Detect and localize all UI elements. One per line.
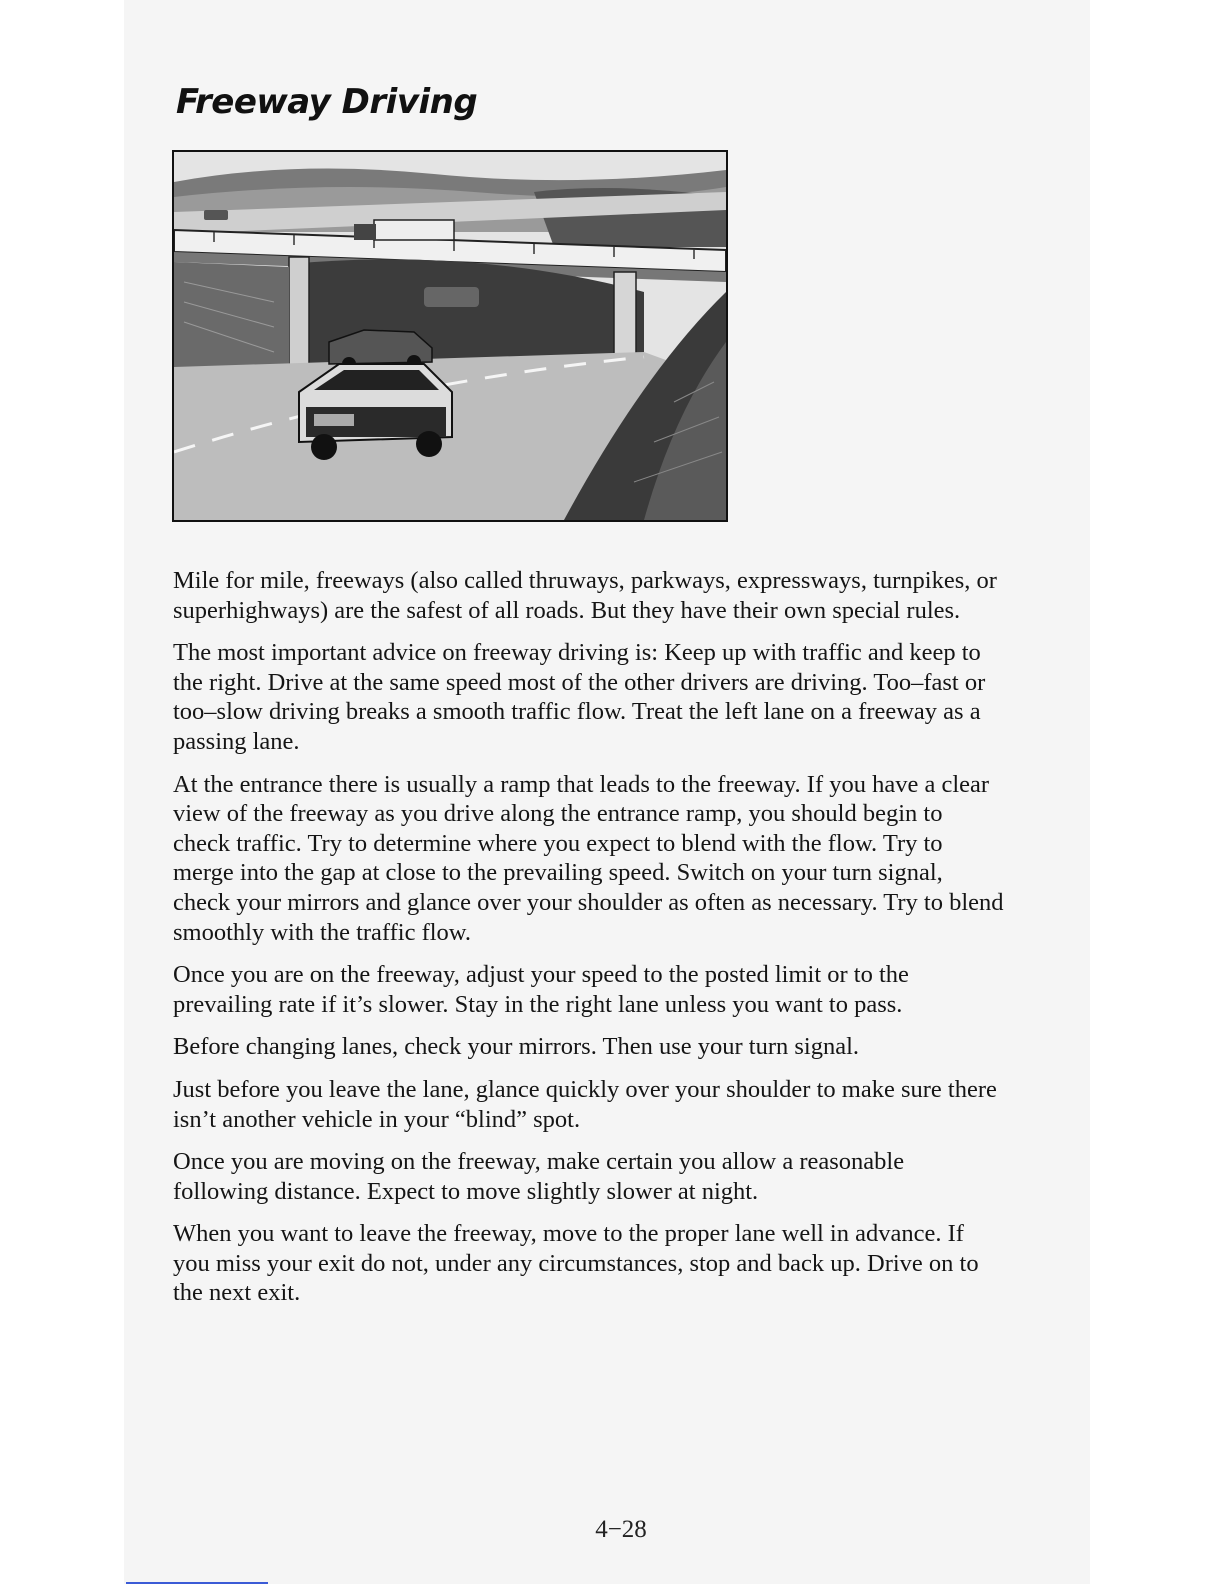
paragraph: When you want to leave the freeway, move to the proper lane well in advance. If you miss your exit do not, under any circumstances, stop and back up. Drive on to the next exit.: [173, 1220, 979, 1307]
freeway-illustration: [172, 150, 728, 522]
paragraph: At the entrance there is usually a ramp that leads to the freeway. If you have a clear view of the freeway as you drive along the entrance ramp, you should begin to check traffic. Try to determine where you expect to blend with the flow. Try to merge into the gap at close to the prevailing speed. Switch on your turn signal, check your mirrors and glance over your shoulder as often as necessary. Try to blend smoothly with the traffic flow.: [173, 770, 1004, 946]
page-title: Freeway Driving: [176, 82, 478, 122]
paragraph: Mile for mile, freeways (also called thruways, parkways, expressways, turnpikes, or superhighways) are the safest of all roads. But they have their own special rules.: [173, 567, 997, 624]
page-number: 4−28: [595, 1516, 647, 1543]
paragraph: The most important advice on freeway driving is: Keep up with traffic and keep to the right. Drive at the same speed most of the other drivers are driving. Too–fast or too–slow driving breaks a smooth traffic flow. Treat the left lane on a freeway as a passing lane.: [173, 639, 986, 755]
paragraph: Before changing lanes, check your mirrors. Then use your turn signal.: [173, 1033, 860, 1061]
paragraph: Once you are on the freeway, adjust your speed to the posted limit or to the prevailing rate if it’s slower. Stay in the right lane unless you want to pass.: [173, 961, 909, 1018]
freeway-overpass-illustration-icon: [174, 152, 726, 520]
body-text: [173, 566, 1005, 1321]
paragraph: Just before you leave the lane, glance quickly over your shoulder to make sure there isn’t another vehicle in your “blind” spot.: [173, 1075, 997, 1133]
paragraph: Once you are moving on the freeway, make certain you allow a reasonable following distance. Expect to move slightly slower at night.: [173, 1148, 905, 1205]
